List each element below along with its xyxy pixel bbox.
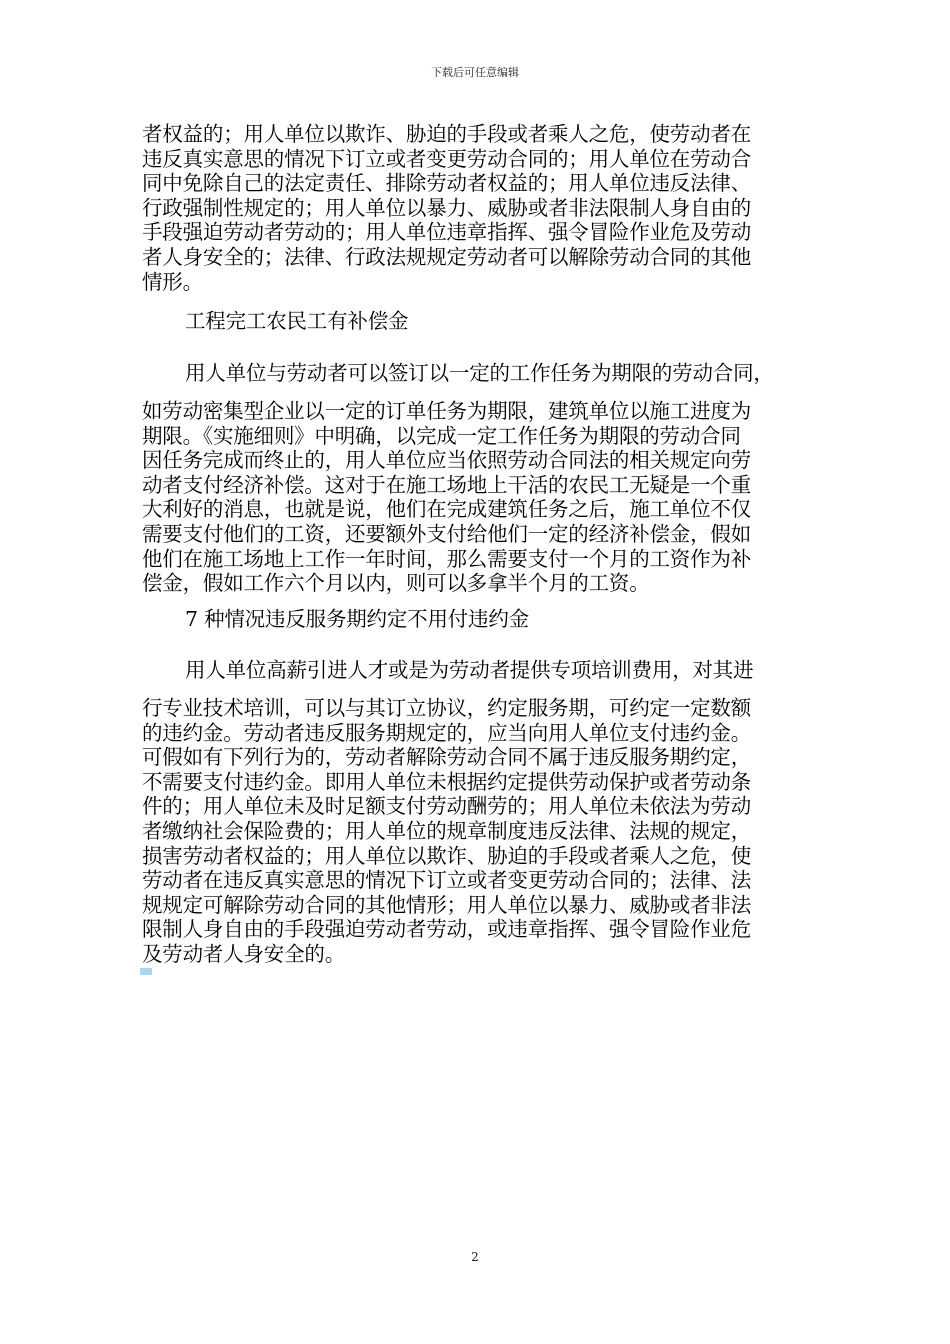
text-line: 需要支付他们的工资，还要额外支付给他们一定的经济补偿金，假如: [142, 521, 751, 546]
text-line: 如劳动密集型企业以一定的订单任务为期限，建筑单位以施工进度为: [142, 399, 751, 423]
paragraph-compensation-body: [142, 399, 818, 596]
text-line: 可假如有下列行为的，劳动者解除劳动合同不属于违反服务期约定，: [142, 745, 751, 770]
text-line: 及劳动者人身安全的。: [142, 941, 345, 966]
text-line: 行政强制性规定的；用人单位以暴力、威胁或者非法限制人身自由的: [142, 195, 751, 220]
text-line: 因任务完成而终止的，用人单位应当依照劳动合同法的相关规定向劳: [142, 448, 751, 473]
text-line: 限制人身自由的手段强迫劳动者劳动，或违章指挥、强令冒险作业危: [142, 917, 751, 942]
text-line: 偿金，假如工作六个月以内，则可以多拿半个月的工资。: [142, 571, 650, 596]
text-line: 用人单位高薪引进人才或是为劳动者提供专项培训费用，对其进: [185, 658, 754, 682]
paragraph-intro-contract: [142, 361, 818, 386]
text-line: 者权益的；用人单位以欺诈、胁迫的手段或者乘人之危，使劳动者在: [142, 122, 751, 146]
text-line: 的违约金。劳动者违反服务期规定的，应当向用人单位支付违约金。: [142, 720, 751, 745]
page-header: 下载后可任意编辑: [431, 66, 519, 79]
text-line: 件的；用人单位未及时足额支付劳动酬劳的；用人单位未依法为劳动: [142, 794, 751, 819]
paragraph-intro-training: [142, 658, 818, 683]
text-line: 行专业技术培训，可以与其订立协议，约定服务期，可约定一定数额: [142, 696, 751, 720]
text-line: 他们在施工场地上工作一年时间，那么需要支付一个月的工资作为补: [142, 546, 751, 571]
paragraph-service-period-body: [142, 696, 818, 967]
text-line: 不需要支付违约金。即用人单位未根据约定提供劳动保护或者劳动条: [142, 769, 751, 794]
section-heading-service-period: [142, 607, 818, 632]
text-line: 损害劳动者权益的；用人单位以欺诈、胁迫的手段或者乘人之危，使: [142, 843, 751, 868]
heading-text: 7 种情况违反服务期约定不用付违约金: [185, 607, 529, 631]
text-cursor-mark[interactable]: [140, 968, 152, 975]
text-line: 手段强迫劳动者劳动的；用人单位违章指挥、强令冒险作业危及劳动: [142, 220, 751, 245]
text-line: 违反真实意思的情况下订立或者变更劳动合同的；用人单位在劳动合: [142, 146, 751, 171]
heading-text: 工程完工农民工有补偿金: [185, 309, 409, 333]
text-line: 期限。《实施细则》中明确，以完成一定工作任务为期限的劳动合同: [142, 423, 741, 448]
text-line: 劳动者在违反真实意思的情况下订立或者变更劳动合同的；法律、法: [142, 868, 751, 893]
text-line: 大利好的消息，也就是说，他们在完成建筑任务之后，施工单位不仅: [142, 497, 751, 522]
text-line: 者缴纳社会保险费的；用人单位的规章制度违反法律、法规的规定，: [142, 818, 751, 843]
paragraph-rights-continuation: [142, 122, 818, 294]
text-line: 者人身安全的；法律、行政法规规定劳动者可以解除劳动合同的其他: [142, 244, 751, 269]
text-line: 同中免除自己的法定责任、排除劳动者权益的；用人单位违反法律、: [142, 171, 751, 196]
page-number: 2: [471, 1250, 479, 1264]
text-line: 用人单位与劳动者可以签订以一定的工作任务为期限的劳动合同，: [185, 361, 774, 385]
text-line: 动者支付经济补偿。这对于在施工场地上干活的农民工无疑是一个重: [142, 472, 751, 497]
text-line: 规规定可解除劳动合同的其他情形；用人单位以暴力、威胁或者非法: [142, 892, 751, 917]
text-line: 情形。: [142, 269, 203, 294]
section-heading-compensation: [142, 309, 818, 334]
